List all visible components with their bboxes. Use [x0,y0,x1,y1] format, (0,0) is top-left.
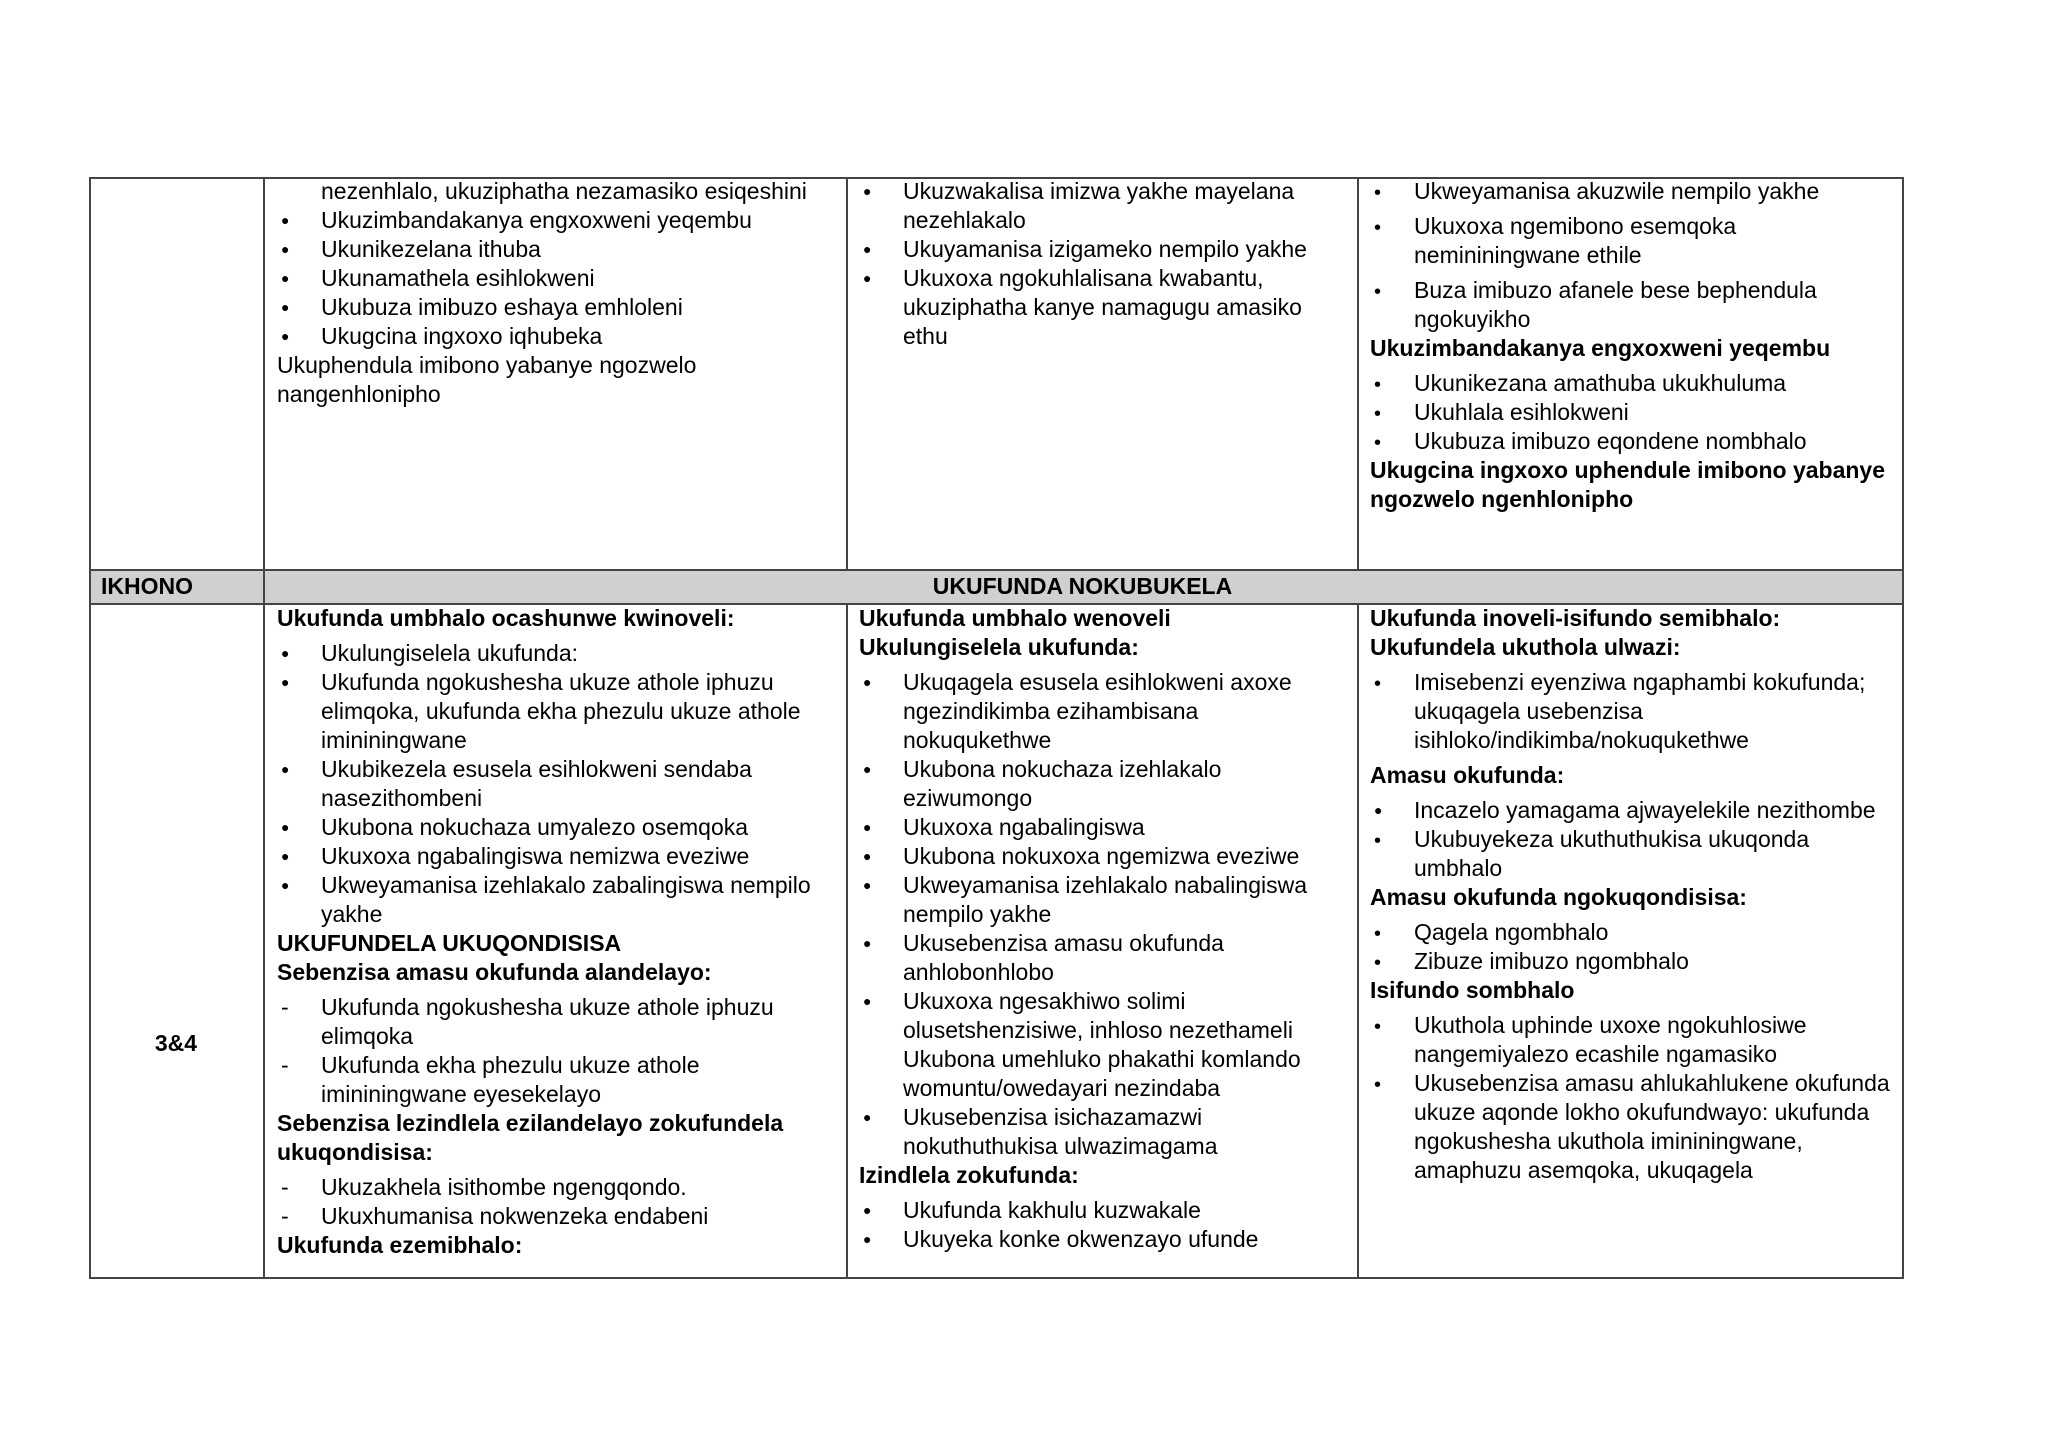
bullet-list [277,639,837,929]
section-heading: Amasu okufunda: [1370,762,1565,788]
bullet-icon [281,322,311,354]
list-item-text: Ukubikezela esusela esihlokweni sendaba nasezithombeni [321,756,752,811]
list-item-text: Ukubuza imibuzo eshaya emhloleni [321,294,683,320]
list-item-text: Ukuyeka konke okwenzayo ufunde [903,1226,1259,1252]
bullet-icon [863,929,893,961]
list-item-text: Ukubona nokuxoxa ngemizwa eveziwe [903,843,1300,869]
bullet-icon [1374,177,1404,208]
list-item [1370,177,1895,206]
list-item-text: Ukubona nokuchaza umyalezo osemqoka [321,814,749,840]
list-item [859,929,1349,987]
bullet-icon [1374,918,1404,949]
bullet-icon [281,264,311,296]
list-item [859,177,1349,235]
list-item-text: Ukugcina ingxoxo iqhubeka [321,323,603,349]
list-item-text: Ukuhlala esihlokweni [1414,399,1629,425]
list-item [277,668,837,755]
list-item [859,668,1349,755]
list-item-text: Ukuxoxa ngokuhlalisana kwabantu, ukuziphatha kanye namagugu amasiko ethu [903,265,1302,349]
top-column-4 [1370,177,1895,514]
list-item-text: Ukuxoxa ngabalingiswa [903,814,1145,840]
list-item [277,1202,837,1231]
section-heading: Ukufunda umbhalo ocashunwe kwinoveli: [277,605,735,631]
top-column-3 [859,177,1349,351]
list-item [277,235,837,264]
list-item [277,322,837,351]
bullet-list [277,1173,837,1231]
bullet-list [1370,177,1895,334]
section-heading: Izindlela zokufunda: [859,1162,1079,1188]
list-item [277,993,837,1051]
list-item-text: Ukufunda ngokushesha ukuze athole iphuzu elimqoka, ukufunda ekha phezulu ukuze athole imininingwane [321,669,801,753]
list-item-text: Ukusebenzisa isichazamazwi nokuthuthukisa ulwazimagama [903,1104,1218,1159]
list-item-text: Ukuzakhela isithombe ngengqondo. [321,1174,687,1200]
list-item-text: Ukuqagela esusela esihlokweni axoxe ngezindikimba ezihambisana nokuqukethwe [903,669,1292,753]
list-item-text: Incazelo yamagama ajwayelekile nezithombe [1414,797,1876,823]
paragraph: Ukuphendula imibono yabanye ngozwelo nangenhlonipho [277,352,697,407]
list-item [277,1051,837,1109]
list-item-text: Ukuzimbandakanya engxoxweni yeqembu [321,207,752,233]
list-item-text: Ukunamathela esihlokweni [321,265,595,291]
list-item-text: Ukuxoxa ngabalingiswa nemizwa eveziwe [321,843,750,869]
column-divider-2-top [846,177,848,569]
section-heading: Sebenzisa lezindlela ezilandelayo zokufundela ukuqondisisa: [277,1110,784,1165]
section-heading: Ukufundela ukuthola ulwazi: [1370,634,1681,660]
list-item-text: nezenhlalo, ukuziphatha nezamasiko esiqeshini [321,178,807,204]
bullet-icon [1374,276,1404,307]
list-item-text: Ukunikezana amathuba ukukhuluma [1414,370,1787,396]
bullet-list [1370,918,1895,976]
bullet-icon [281,639,311,671]
bullet-icon [1374,369,1404,400]
term-label: 3&4 [154,1030,198,1056]
list-item [859,987,1349,1103]
list-item-text: Ukuthola uphinde uxoxe ngokuhlosiwe nangemiyalezo ecashile ngamasiko [1414,1012,1807,1067]
dash-marker [281,1173,311,1202]
bullet-icon [863,1196,893,1228]
list-item [1370,1069,1895,1185]
list-item [1370,796,1895,825]
table-border-right [1902,177,1904,1279]
list-item [1370,918,1895,947]
list-item [1370,369,1895,398]
bullet-icon [863,842,893,874]
list-item [277,1173,837,1202]
bullet-icon [863,871,893,903]
bullet-icon [863,987,893,1019]
list-item [277,842,837,871]
bullet-icon [863,235,893,267]
top-column-2 [277,177,837,409]
list-item [859,1196,1349,1225]
list-item-text: Ukweyamanisa izehlakalo nabalingiswa nempilo yakhe [903,872,1307,927]
bullet-icon [863,1103,893,1135]
list-item [277,177,837,206]
list-item-text: Ukufunda ngokushesha ukuze athole iphuzu elimqoka [321,994,774,1049]
list-item [277,206,837,235]
list-item-text: Ukuzwakalisa imizwa yakhe mayelana nezehlakalo [903,178,1295,233]
list-item [859,842,1349,871]
bullet-icon [281,871,311,903]
list-item-text: Ukuxhumanisa nokwenzeka endabeni [321,1203,709,1229]
section-heading: Isifundo sombhalo [1370,977,1575,1003]
dash-marker [281,1202,311,1231]
bullet-icon [1374,212,1404,243]
column-divider-1 [263,177,265,1279]
list-item-text: Ukubuza imibuzo eqondene nombhalo [1414,428,1807,454]
curriculum-table [89,177,1904,1279]
list-item [277,813,837,842]
bullet-icon [281,235,311,267]
column-divider-3-bottom [1357,603,1359,1279]
list-item-text: Ukunikezelana ithuba [321,236,541,262]
list-item [277,293,837,322]
bullet-icon [1374,796,1404,828]
list-item [1370,276,1895,334]
bullet-icon [281,842,311,874]
bullet-list [859,668,1349,1161]
bullet-list [1370,796,1895,883]
dash-marker [281,993,311,1022]
bullet-icon [1374,1069,1404,1100]
list-item-text: Ukulungiselela ukufunda: [321,640,579,666]
list-item-text: Ukweyamanisa akuzwile nempilo yakhe [1414,178,1820,204]
list-item-text: Buza imibuzo afanele bese bephendula ngokuyikho [1414,277,1817,332]
list-item [1370,212,1895,270]
bullet-icon [281,755,311,787]
list-item [277,264,837,293]
list-item [1370,825,1895,883]
section-heading: Ukufunda ezemibhalo: [277,1232,523,1258]
bullet-icon [281,668,311,700]
section-heading: Ukugcina ingxoxo uphendule imibono yabanye ngozwelo ngenhlonipho [1370,457,1886,512]
bullet-icon [281,293,311,325]
list-item [1370,668,1895,755]
skill-label: IKHONO [101,573,193,599]
column-divider-2-bottom [846,603,848,1279]
list-item [277,871,837,929]
column-divider-3-top [1357,177,1359,569]
bullet-list [1370,1011,1895,1185]
list-item [277,639,837,668]
bullet-icon [1374,1011,1404,1042]
bottom-column-2 [277,604,837,1260]
bullet-icon [863,813,893,845]
list-item-text: Ukweyamanisa izehlakalo zabalingiswa nempilo yakhe [321,872,811,927]
bullet-list [1370,668,1895,755]
section-heading: Ukuzimbandakanya engxoxweni yeqembu [1370,335,1831,361]
bullet-list [1370,369,1895,456]
section-heading: Ukufunda umbhalo wenoveli [859,605,1171,631]
bullet-icon [1374,427,1404,458]
list-item [859,813,1349,842]
bullet-icon [863,755,893,787]
list-item [859,264,1349,351]
bullet-list [859,1196,1349,1254]
list-item [859,755,1349,813]
bullet-icon [863,1225,893,1257]
section-heading: UKUFUNDELA UKUQONDISISA [277,930,622,956]
bullet-list [277,993,837,1109]
list-item-text: Qagela ngombhalo [1414,919,1609,945]
list-item-text: Ukufunda kakhulu kuzwakale [903,1197,1201,1223]
list-item [1370,947,1895,976]
list-item [1370,398,1895,427]
bullet-icon [281,206,311,238]
list-item-text: Ukubuyekeza ukuthuthukisa ukuqonda umbhalo [1414,826,1810,881]
list-item-text: Ukusebenzisa amasu okufunda anhlobonhlobo [903,930,1224,985]
section-heading: Ukulungiselela ukufunda: [859,634,1139,660]
table-border-left [89,177,91,1279]
list-item-text: Ukuxoxa ngemibono esemqoka nemininingwane ethile [1414,213,1737,268]
bullet-icon [281,813,311,845]
section-heading: Ukufunda inoveli-isifundo semibhalo: [1370,605,1781,631]
list-item-text: Ukuxoxa ngesakhiwo solimi olusetshenzisiwe, inhloso nezethameli Ukubona umehluko phakathi komlando womuntu/owedayari nezindaba [903,988,1301,1101]
list-item [859,871,1349,929]
list-item-text: Ukufunda ekha phezulu ukuze athole imininingwane eyesekelayo [321,1052,700,1107]
bottom-column-3 [859,604,1349,1254]
list-item [1370,1011,1895,1069]
section-heading: Amasu okufunda ngokuqondisisa: [1370,884,1747,910]
list-item-text: Zibuze imibuzo ngombhalo [1414,948,1689,974]
list-item-text: Imisebenzi eyenziwa ngaphambi kokufunda; ukuqagela usebenzisa isihloko/indikimba/nokuqukethwe [1414,669,1866,753]
bullet-icon [863,668,893,700]
bullet-icon [1374,398,1404,429]
bullet-icon [1374,668,1404,699]
bullet-list [859,177,1349,351]
list-item-text: Ukuyamanisa izigameko nempilo yakhe [903,236,1307,262]
list-item [277,755,837,813]
bullet-icon [863,177,893,209]
list-item-text: Ukusebenzisa amasu ahlukahlukene okufunda ukuze aqonde lokho okufundwayo: ukufunda ngokushesha ukuthola imininingwane, amaphuzu asemqoka, ukuqagela [1414,1070,1890,1183]
bullet-icon [863,264,893,296]
section-title: UKUFUNDA NOKUBUKELA [932,573,1233,599]
list-item [859,235,1349,264]
bullet-icon [1374,947,1404,978]
bullet-list [277,177,837,351]
dash-marker [281,1051,311,1080]
list-item [859,1103,1349,1161]
list-item [1370,427,1895,456]
section-heading: Sebenzisa amasu okufunda alandelayo: [277,959,712,985]
bottom-column-4 [1370,604,1895,1185]
list-item [859,1225,1349,1254]
bullet-icon [1374,825,1404,856]
table-border-bottom [89,1277,1904,1279]
list-item-text: Ukubona nokuchaza izehlakalo eziwumongo [903,756,1222,811]
